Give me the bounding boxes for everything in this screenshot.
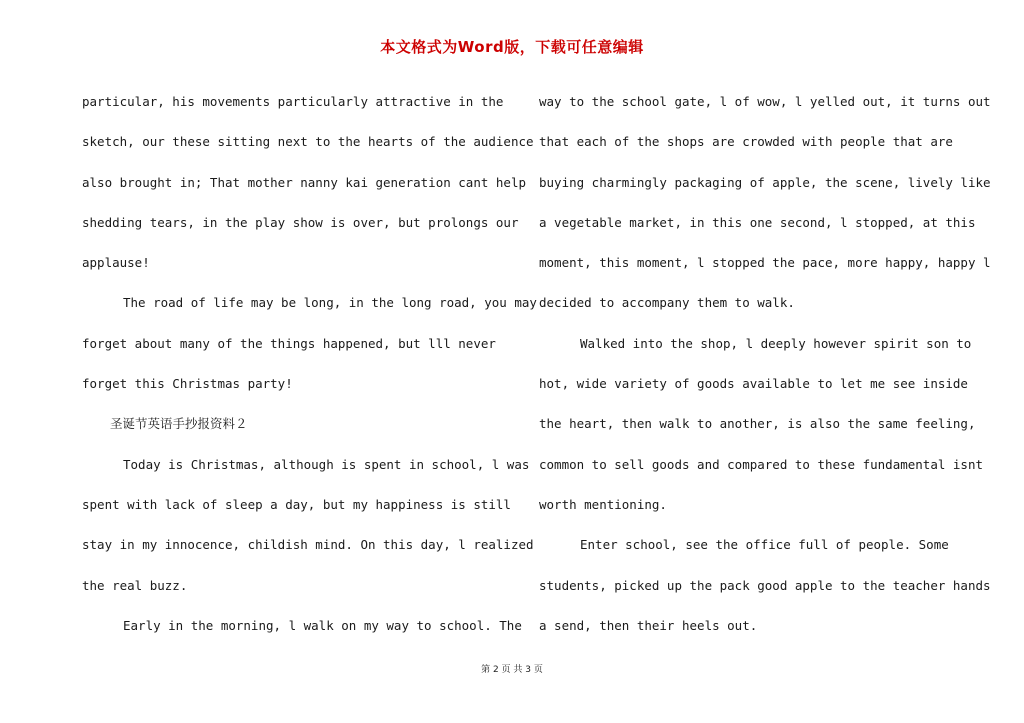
paragraph-start-line: Walked into the shop, l deeply however spirit son to	[580, 335, 972, 351]
text-line: the real buzz.	[82, 577, 188, 593]
text-line: forget about many of the things happened, but lll never	[82, 335, 496, 351]
paragraph-start-line: Enter school, see the office full of people. Some	[580, 537, 949, 553]
text-line: shedding tears, in the play show is over, but prolongs our	[82, 214, 519, 230]
text-line: a send, then their heels out.	[539, 617, 758, 633]
text-line: applause!	[82, 255, 150, 271]
text-line: students, picked up the pack good apple to the teacher hands	[539, 577, 991, 593]
text-line: also brought in; That mother nanny kai generation cant help	[82, 174, 527, 190]
text-line: way to the school gate, l of wow, l yelled out, it turns out	[539, 94, 991, 109]
text-line: worth mentioning.	[539, 496, 667, 512]
document-header-title: 本文格式为Word版，下载可任意编辑	[380, 38, 644, 56]
text-line: hot, wide variety of goods available to let me see inside	[539, 376, 968, 392]
text-line: common to sell goods and compared to these fundamental isnt	[539, 456, 984, 472]
text-line: buying charmingly packaging of apple, the scene, lively like	[539, 174, 991, 190]
paragraph-start-line: The road of life may be long, in the long road, you may	[123, 295, 537, 311]
text-line: the heart, then walk to another, is also the same feeling,	[539, 416, 976, 432]
paragraph-start-line: Today is Christmas, although is spent in school, l was	[123, 456, 530, 472]
text-line: stay in my innocence, childish mind. On this day, l realized	[82, 537, 534, 553]
text-line: sketch, our these sitting next to the hearts of the audience	[82, 134, 534, 150]
right-text-column	[539, 82, 991, 646]
section-heading: 圣诞节英语手抄报资料２	[110, 416, 248, 432]
left-text-column	[82, 82, 537, 646]
paragraph-start-line: Early in the morning, l walk on my way to school. The	[123, 617, 522, 633]
text-line: forget this Christmas party!	[82, 376, 293, 392]
page-number-footer: 第 2 页 共 3 页	[481, 665, 543, 675]
text-line: a vegetable market, in this one second, l stopped, at this	[539, 214, 976, 230]
text-line: that each of the shops are crowded with people that are	[539, 134, 953, 150]
text-line: moment, this moment, l stopped the pace, more happy, happy l	[539, 255, 991, 271]
text-line: particular, his movements particularly attractive in the	[82, 94, 504, 109]
text-line: spent with lack of sleep a day, but my happiness is still	[82, 496, 511, 512]
text-line: decided to accompany them to walk.	[539, 295, 795, 311]
